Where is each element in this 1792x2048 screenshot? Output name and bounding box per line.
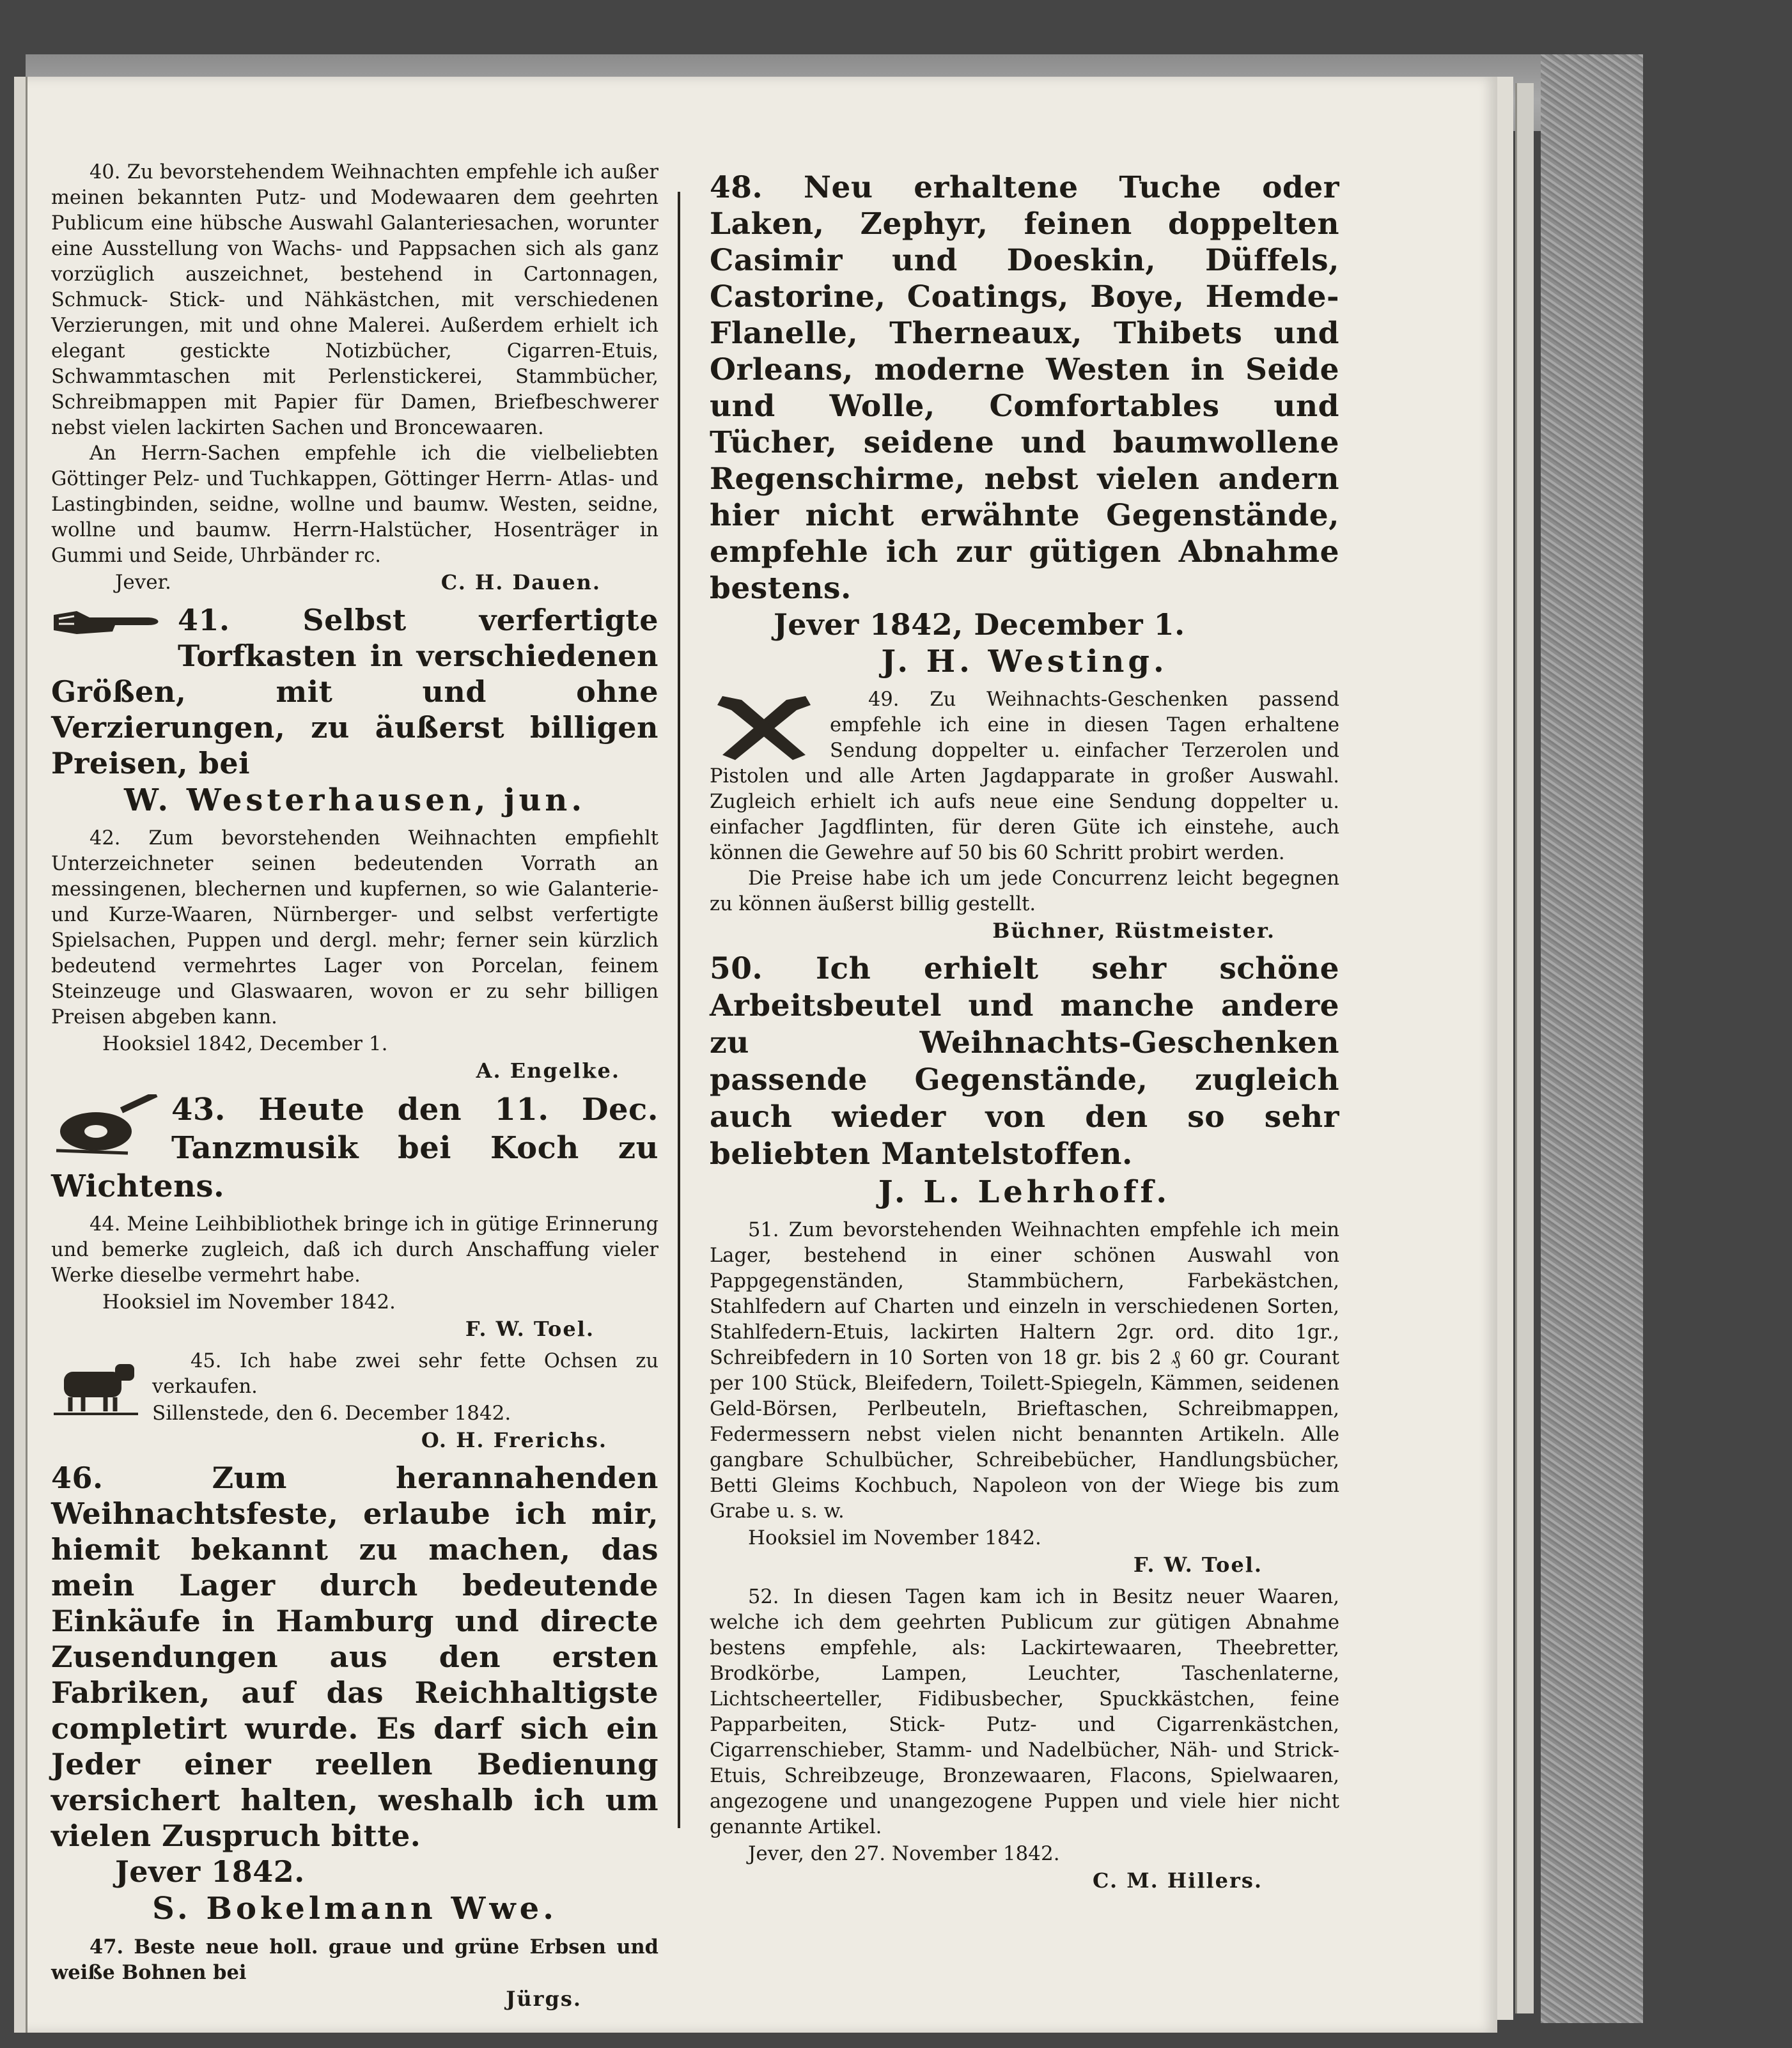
pointing-hand-icon xyxy=(51,606,166,642)
ad-44-place: Hooksiel im November 1842. xyxy=(102,1291,396,1314)
ad-40 xyxy=(51,160,658,596)
ad-52-place: Jever, den 27. November 1842. xyxy=(748,1842,1060,1865)
ad-48-text: 48. Neu erhaltene Tuche oder Laken, Zephyr, feinen doppelten Casimir und Doeskin, Düffels, Castorine, Coatings, Boye, Hemde-Flanelle, Therneaux, Thibets und Orleans, moderne Westen in Seide und Wolle, Comfortables und Tücher, seidene und baumwollene Regenschirme, nebst vielen andern hier nicht erwähnte Gegenstände, empfehle ich zur gütigen Abnahme bestens. xyxy=(710,170,1339,606)
right-column xyxy=(710,169,1339,1900)
ad-50-signature: J. L. Lehrhoff. xyxy=(878,1174,1171,1210)
ad-45-signature: O. H. Frerichs. xyxy=(421,1428,607,1452)
ad-43 xyxy=(51,1090,658,1206)
ad-44 xyxy=(51,1212,658,1342)
ad-51-text: 51. Zum bevorstehenden Weihnachten empfehle ich mein Lager, bestehend in einer schönen Auswahl von Pappgegenständen, Stammbüchern, Farbekästchen, Stahlfedern auf Charten und einzeln in verschiedenen Sorten, Stahlfedern-Etuis, lackirten Haltern 2gr. ord. dito 1gr., Schreibfedern in 10 Sorten von 18 gr. bis 2 ₰ 60 gr. Courant per 100 Stück, Bleifedern, Toilett-Spiegeln, Kämmen, seidenen Geld-Börsen, Perlbeuteln, Brieftaschen, Schreibmappen, Federmessern nebst vielen nicht benannten Artikeln. Alle gangbare Schulbücher, Schreibebücher, Handlungsbücher, Betti Gleims Kochbuch, Napoleon von der Wiege bis zum Grabe u. s. w. xyxy=(710,1219,1339,1523)
ad-44-text: 44. Meine Leihbibliothek bringe ich in gütige Erinnerung und bemerke zugleich, daß ich durch Anschaffung vieler Werke dieselbe vermehrt habe. xyxy=(51,1213,658,1287)
ad-42 xyxy=(51,826,658,1084)
ad-49-signature: Büchner, Rüstmeister. xyxy=(992,919,1275,943)
ad-47-signature: Jürgs. xyxy=(506,1987,582,2011)
column-divider xyxy=(678,192,680,1828)
ad-40-text: 40. Zu bevorstehendem Weihnachten empfehle ich außer meinen bekannten Putz- und Modewaaren dem geehrten Publicum eine hübsche Auswahl Galanteriesachen, worunter eine Ausstellung von Wachs- und Pappsachen sich als ganz vorzüglich auszeichnet, bestehend in Cartonnagen, Schmuck- Stick- und Nähkästchen, mit verschiedenen Verzierungen, mit und ohne Malerei. Außerdem erhielt ich elegant gestickte Notizbücher, Cigarren-Etuis, Schwammtaschen mit Perlenstickerei, Stammbücher, Schreibmappen mit Papier für Damen, Briefbeschwerer nebst vielen lackirten Sachen und Broncewaaren. xyxy=(51,161,658,439)
ad-46 xyxy=(51,1460,658,1928)
ad-46-place: Jever 1842. xyxy=(115,1854,305,1889)
ad-45 xyxy=(51,1349,658,1454)
ad-41-text: 41. Selbst verfertigte Torfkasten in verschiedenen Größen, mit und ohne Verzierungen, zu äußerst billigen Preisen, bei xyxy=(51,603,658,780)
ad-50-text: 50. Ich erhielt sehr schöne Arbeitsbeutel und manche andere zu Weihnachts-Geschenken passende Gegenstände, zugleich auch wieder von den so sehr beliebten Mantelstoffen. xyxy=(710,951,1339,1172)
ad-49-text-2: Die Preise habe ich um jede Concurrenz leicht begegnen zu können äußerst billig gestellt. xyxy=(710,867,1339,915)
ad-46-text: 46. Zum herannahenden Weihnachtsfeste, erlaube ich mir, hiemit bekannt zu machen, das mein Lager durch bedeutende Einkäufe in Hamburg und directe Zusendungen aus den ersten Fabriken, auf das Reichhaltigste completirt wurde. Es darf sich ein Jeder einer reellen Bedienung versichert halten, weshalb ich um vielen Zuspruch bitte. xyxy=(51,1461,658,1853)
ad-49-text: 49. Zu Weihnachts-Geschenken passend empfehle ich eine in diesen Tagen erhaltene Sendung doppelter u. einfacher Terzerolen und Pistolen und alle Arten Jagdapparate in großer Auswahl. Zugleich erhielt ich aufs neue eine Sendung doppelter u. einfacher Jagdflinten, für deren Güte ich einstehe, auch können die Gewehre auf 50 bis 60 Schritt probirt werden. xyxy=(710,688,1339,864)
crossed-pistols-icon xyxy=(710,691,818,764)
ox-icon xyxy=(51,1353,141,1419)
ad-46-signature: S. Bokelmann Wwe. xyxy=(152,1891,557,1927)
left-column xyxy=(51,160,658,2019)
ad-43-text: 43. Heute den 11. Dec. Tanzmusik bei Koch zu Wichtens. xyxy=(51,1092,658,1204)
ad-45-text: 45. Ich habe zwei sehr fette Ochsen zu verkaufen. xyxy=(152,1350,658,1398)
ad-49 xyxy=(710,687,1339,944)
ad-40-place: Jever. xyxy=(115,571,171,594)
ad-42-text: 42. Zum bevorstehenden Weihnachten empfiehlt Unterzeichneter seinen bedeutenden Vorrath an messingenen, blechernen und kupfernen, so wie Galanterie- und Kurze-Waaren, Nürnberger- und selbst verfertigte Spielsachen, Puppen und dergl. mehr; ferner sein kürzlich bedeutend vermehrtes Lager von Porcelan, feinem Steinzeuge und Glaswaaren, wovon er zu sehr billigen Preisen abgeben kann. xyxy=(51,827,658,1028)
ad-41-signature: W. Westerhausen, jun. xyxy=(123,782,586,818)
violin-icon xyxy=(51,1094,160,1161)
ad-42-place: Hooksiel 1842, December 1. xyxy=(102,1032,388,1055)
ad-50 xyxy=(710,950,1339,1211)
page-edges xyxy=(1515,83,1534,2013)
previous-page-edge xyxy=(14,77,27,2033)
ad-51 xyxy=(710,1218,1339,1578)
ad-44-signature: F. W. Toel. xyxy=(465,1317,595,1341)
ad-52 xyxy=(710,1585,1339,1894)
book-cover-right xyxy=(1541,54,1643,2023)
ad-47 xyxy=(51,1934,658,2012)
ad-42-signature: A. Engelke. xyxy=(476,1059,620,1083)
ad-40-signature: C. H. Dauen. xyxy=(440,570,601,594)
ad-48-place: Jever 1842, December 1. xyxy=(774,607,1185,642)
ad-52-signature: C. M. Hillers. xyxy=(1093,1868,1263,1893)
ad-48 xyxy=(710,169,1339,681)
ad-40-text-2: An Herrn-Sachen empfehle ich die vielbeliebten Göttinger Pelz- und Tuchkappen, Göttinger Herrn- Atlas- und Lastingbinden, seidne, wollne und baumw. Westen, seidne, wollne und baumw. Herrn-Halstücher, Hosenträger in Gummi und Seide, Uhrbänder rc. xyxy=(51,442,658,567)
ad-51-place: Hooksiel im November 1842. xyxy=(748,1526,1041,1549)
ad-48-signature: J. H. Westing. xyxy=(881,644,1168,679)
ad-52-text: 52. In diesen Tagen kam ich in Besitz neuer Waaren, welche ich dem geehrten Publicum zur gütigen Abnahme bestens empfehle, als: Lackirtewaaren, Theebretter, Brodkörbe, Lampen, Leuchter, Taschenlaterne, Lichtscheerteller, Fidibusbecher, Spuckkästchen, feine Papparbeiten, Stick- Putz- und Cigarrenkästchen, Cigarrenschieber, Stamm- und Nadelbücher, Näh- und Strick-Etuis, Schreibzeuge, Bronzewaaren, Flacons, Spielwaaren, angezogene und unangezogene Puppen und viele hier nicht genannte Artikel. xyxy=(710,1586,1339,1838)
ad-47-text: 47. Beste neue holl. graue und grüne Erbsen und weiße Bohnen bei xyxy=(51,1936,658,1984)
ad-51-signature: F. W. Toel. xyxy=(1133,1553,1263,1577)
ad-45-place: Sillenstede, den 6. December 1842. xyxy=(152,1402,511,1425)
ad-41 xyxy=(51,602,658,819)
